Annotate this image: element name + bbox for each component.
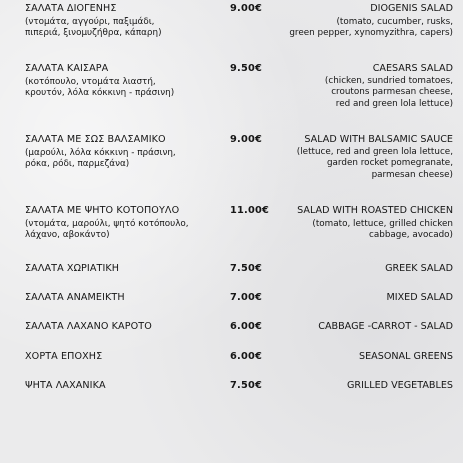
english-item-name: CABBAGE -CARROT - SALAD [318, 321, 453, 332]
item-price: 9.00€ [230, 3, 262, 14]
greek-item-name: ΣΑΛΑΤΑ ΜΕ ΨΗΤΟ ΚΟΤΟΠΟΥΛΟ [25, 205, 180, 216]
english-item-name: GRILLED VEGETABLES [347, 380, 453, 391]
greek-item-name: ΣΑΛΑΤΑ ΔΙΟΓΕΝΗΣ [25, 3, 117, 14]
greek-item-name: ΣΑΛΑΤΑ ΜΕ ΣΩΣ ΒΑΛΣΑΜΙΚΟ [25, 134, 166, 145]
english-item-name: SALAD WITH BALSAMIC SAUCE [304, 134, 453, 145]
greek-item-description: (ντομάτα, αγγούρι, παξιμάδι, πιπεριά, ξινομυζήθρα, κάπαρη) [25, 17, 162, 39]
greek-item-description: (μαρούλι, λόλα κόκκινη - πράσινη, ρόκα, ρόδι, παρμεζάνα) [25, 148, 176, 170]
english-item-name: CAESARS SALAD [372, 63, 453, 74]
item-price: 7.00€ [230, 292, 262, 303]
item-price: 9.00€ [230, 134, 262, 145]
greek-item-name: ΣΑΛΑΤΑ ΑΝΑΜΕΙΚΤΗ [25, 292, 125, 303]
item-price: 6.00€ [230, 351, 262, 362]
english-item-name: GREEK SALAD [385, 263, 453, 274]
item-price: 6.00€ [230, 321, 262, 332]
english-item-description: (chicken, sundried tomatoes, croutons parmesan cheese, red and green lola lettuce) [324, 76, 453, 109]
item-price: 11.00€ [230, 205, 270, 216]
greek-item-name: ΣΑΛΑΤΑ ΛΑΧΑΝΟ ΚΑΡΟΤΟ [25, 321, 152, 332]
english-item-description: (tomato, lettuce, grilled chicken cabbage, avocado) [312, 219, 453, 241]
english-item-name: MIXED SALAD [386, 292, 453, 303]
greek-item-description: (ντομάτα, μαρούλι, ψητό κοτόπουλο, λάχανο, αβοκάντο) [25, 219, 189, 241]
item-price: 9.50€ [230, 63, 262, 74]
greek-item-name: ΣΑΛΑΤΑ ΚΑΙΣΑΡΑ [25, 63, 109, 74]
english-item-description: (tomato, cucumber, rusks, green pepper, xynomyzithra, capers) [289, 17, 453, 39]
greek-item-name: ΣΑΛΑΤΑ ΧΩΡΙΑΤΙΚΗ [25, 263, 120, 274]
item-price: 7.50€ [230, 380, 262, 391]
greek-item-name: ΧΟΡΤΑ ΕΠΟΧΗΣ [25, 351, 103, 362]
english-item-name: DIOGENIS SALAD [370, 3, 453, 14]
item-price: 7.50€ [230, 263, 262, 274]
greek-item-description: (κοτόπουλο, ντομάτα λιαστή, κρουτόν, λόλα κόκκινη - πράσινη) [25, 77, 175, 99]
english-item-description: (lettuce, red and green lola lettuce, garden rocket pomegranate, parmesan cheese) [296, 147, 453, 180]
english-item-name: SALAD WITH ROASTED CHICKEN [297, 205, 453, 216]
english-item-name: SEASONAL GREENS [359, 351, 453, 362]
greek-item-name: ΨΗΤΑ ΛΑΧΑΝΙΚΑ [25, 380, 106, 391]
